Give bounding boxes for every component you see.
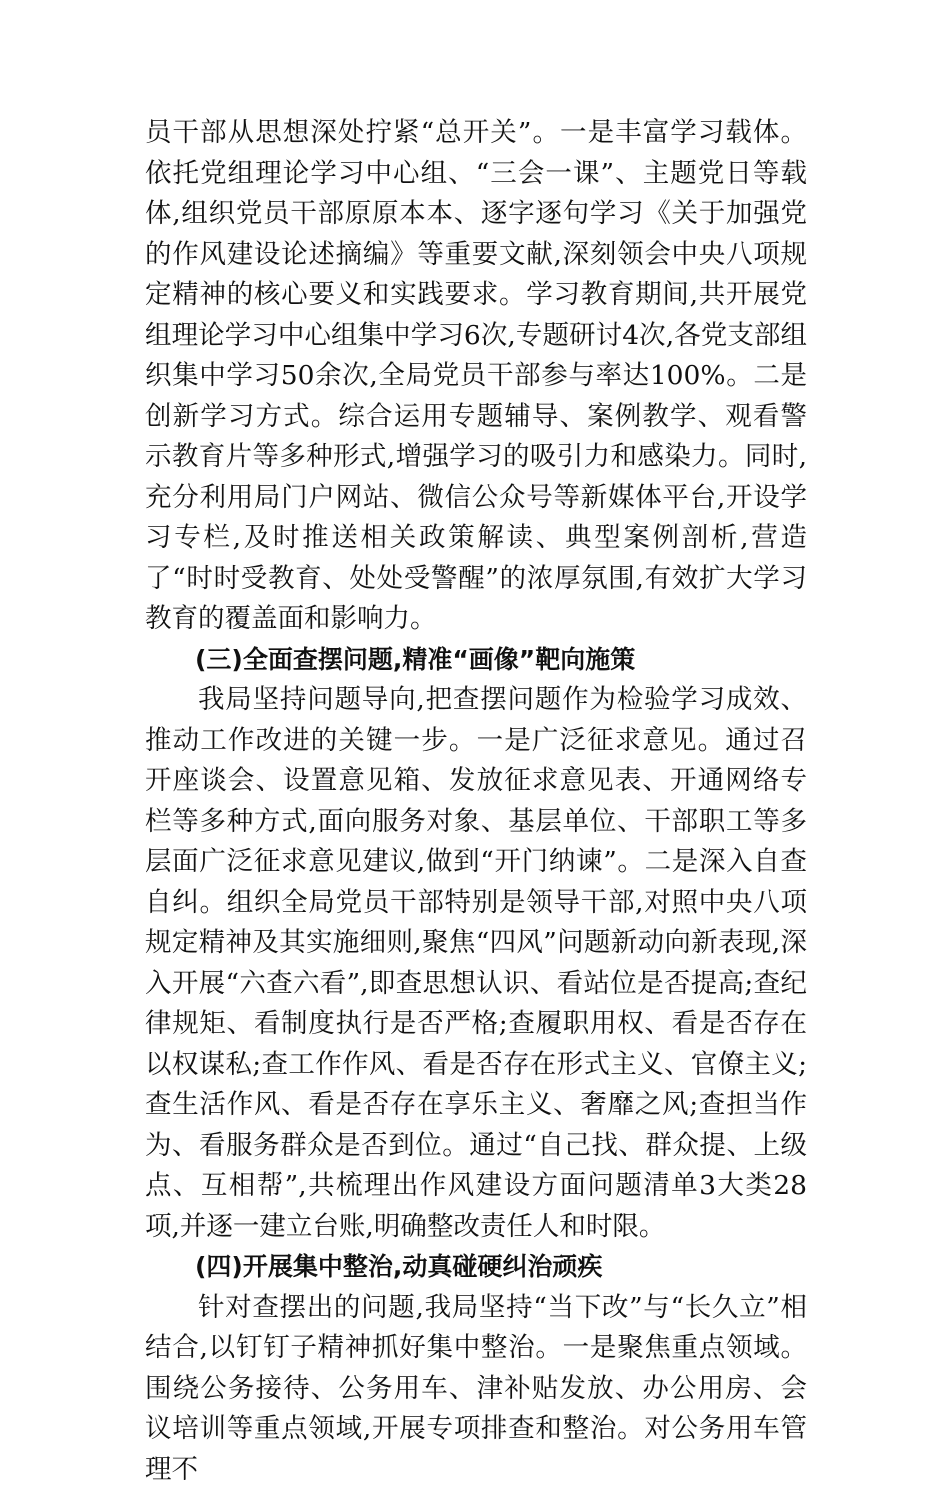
body-paragraph-rectification: 针对查摆出的问题,我局坚持“当下改”与“长久立”相结合,以钉钉子精神抓好集中整治。一是聚焦重点领域。围绕公务接待、公务用车、津补贴发放、办公用房、会议培训等重点领域,开展专项排查和整治。对公务用车管理不 — [145, 1288, 807, 1490]
document-body — [145, 113, 807, 1490]
body-paragraph-learning-carriers: 员干部从思想深处拧紧“总开关”。一是丰富学习载体。依托党组理论学习中心组、“三会一课”、主题党日等载体,组织党员干部原原本本、逐字逐句学习《关于加强党的作风建设论述摘编》等重要文献,深刻领会中央八项规定精神的核心要义和实践要求。学习教育期间,共开展党组理论学习中心组集中学习6次,专题研讨4次,各党支部组织集中学习50余次,全局党员干部参与率达100%。二是创新学习方式。综合运用专题辅导、案例教学、观看警示教育片等多种形式,增强学习的吸引力和感染力。同时,充分利用局门户网站、微信公众号等新媒体平台,开设学习专栏,及时推送相关政策解读、典型案例剖析,营造了“时时受教育、处处受警醒”的浓厚氛围,有效扩大学习教育的覆盖面和影响力。 — [145, 113, 807, 640]
body-paragraph-problem-finding: 我局坚持问题导向,把查摆问题作为检验学习成效、推动工作改进的关键一步。一是广泛征求意见。通过召开座谈会、设置意见箱、发放征求意见表、开通网络专栏等多种方式,面向服务对象、基层单位、干部职工等多层面广泛征求意见建议,做到“开门纳谏”。二是深入自查自纠。组织全局党员干部特别是领导干部,对照中央八项规定精神及其实施细则,聚焦“四风”问题新动向新表现,深入开展“六查六看”,即查思想认识、看站位是否提高;查纪律规矩、看制度执行是否严格;查履职用权、看是否存在以权谋私;查工作作风、看是否存在形式主义、官僚主义;查生活作风、看是否存在享乐主义、奢靡之风;查担当作为、看服务群众是否到位。通过“自己找、群众提、上级点、互相帮”,共梳理出作风建设方面问题清单3大类28项,并逐一建立台账,明确整改责任人和时限。 — [145, 680, 807, 1247]
section-heading-4: (四)开展集中整治,动真碰硬纠治顽疾 — [145, 1247, 807, 1288]
section-heading-3: (三)全面查摆问题,精准“画像”靶向施策 — [145, 640, 807, 681]
